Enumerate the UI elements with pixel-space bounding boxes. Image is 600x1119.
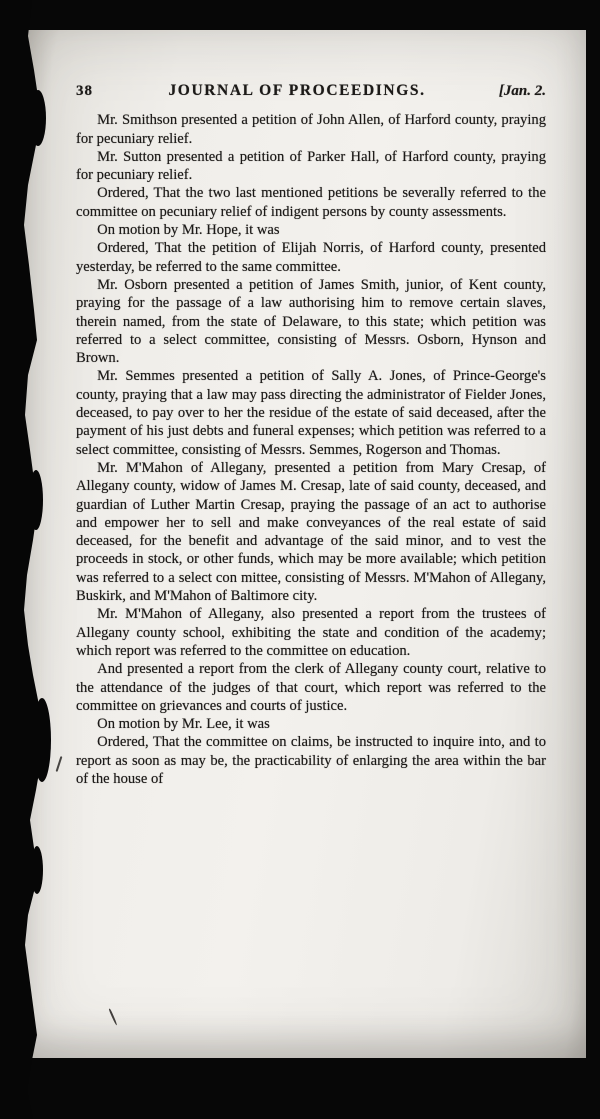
- paragraph: Mr. Smithson presented a petition of John Allen, of Harford county, praying for pecuniary relief.: [76, 112, 546, 147]
- paragraph: Mr. Osborn presented a petition of James Smith, junior, of Kent county, praying for the passage of a law authorising him to remove certain slaves, therein named, from the state of Delaware, to this state; which petition was referred to a select committee, consisting of Messrs. Osborn, Hynson and Brown.: [76, 276, 546, 367]
- paragraph: On motion by Mr. Hope, it was: [97, 222, 280, 239]
- paper-page: [22, 30, 586, 1058]
- running-head: [76, 82, 546, 100]
- page-date: [Jan. 2.: [498, 83, 546, 99]
- paragraph: On motion by Mr. Lee, it was: [97, 716, 270, 733]
- paragraph: Ordered, That the petition of Elijah Norris, of Harford county, presented yesterday, be referred to the same committee.: [76, 240, 546, 275]
- page-title: JOURNAL OF PROCEEDINGS.: [168, 82, 426, 99]
- paragraph: Mr. M'Mahon of Allegany, also presented a report from the trustees of Allegany county school, exhibiting the state and condition of the academy; which report was referred to the committee on education.: [76, 606, 546, 659]
- paragraph: Ordered, That the two last mentioned petitions be severally referred to the committee on pecuniary relief of indigent persons by county assessments.: [76, 185, 546, 220]
- paragraph: Mr. M'Mahon of Allegany, presented a petition from Mary Cresap, of Allegany county, widow of James M. Cresap, late of said county, deceased, and guardian of Luther Martin Cresap, praying the passage of an act to authorise and empower her to sell and make conveyances of the real estate of said deceased, for the benefit and advantage of the said minor, and to vest the proceeds in stock, or other funds, which may be more available; which petition was referred to a select con mittee, consisting of Messrs. M'Mahon of Allegany, Buskirk, and M'Mahon of Baltimore city.: [76, 459, 546, 605]
- paragraph: Mr. Semmes presented a petition of Sally A. Jones, of Prince-George's county, praying that a law may pass directing the administrator of Fielder Jones, deceased, to pay over to her the residue of the estate of said deceased, after the payment of his just debts and funeral expenses; which petition was referred to a select committee, consisting of Messrs. Semmes, Rogerson and Thomas.: [76, 368, 546, 458]
- paragraph: And presented a report from the clerk of Allegany county court, relative to the attendance of the judges of that court, which report was referred to the committee on grievances and courts of justice.: [76, 661, 546, 714]
- page-number: 38: [76, 83, 93, 99]
- paragraph: Mr. Sutton presented a petition of Parker Hall, of Harford county, praying for pecuniary relief.: [76, 148, 546, 184]
- text-block: [76, 82, 546, 788]
- paragraph: Ordered, That the committee on claims, be instructed to inquire into, and to report as soon as may be, the practicability of enlarging the area within the bar of the house of: [76, 734, 546, 787]
